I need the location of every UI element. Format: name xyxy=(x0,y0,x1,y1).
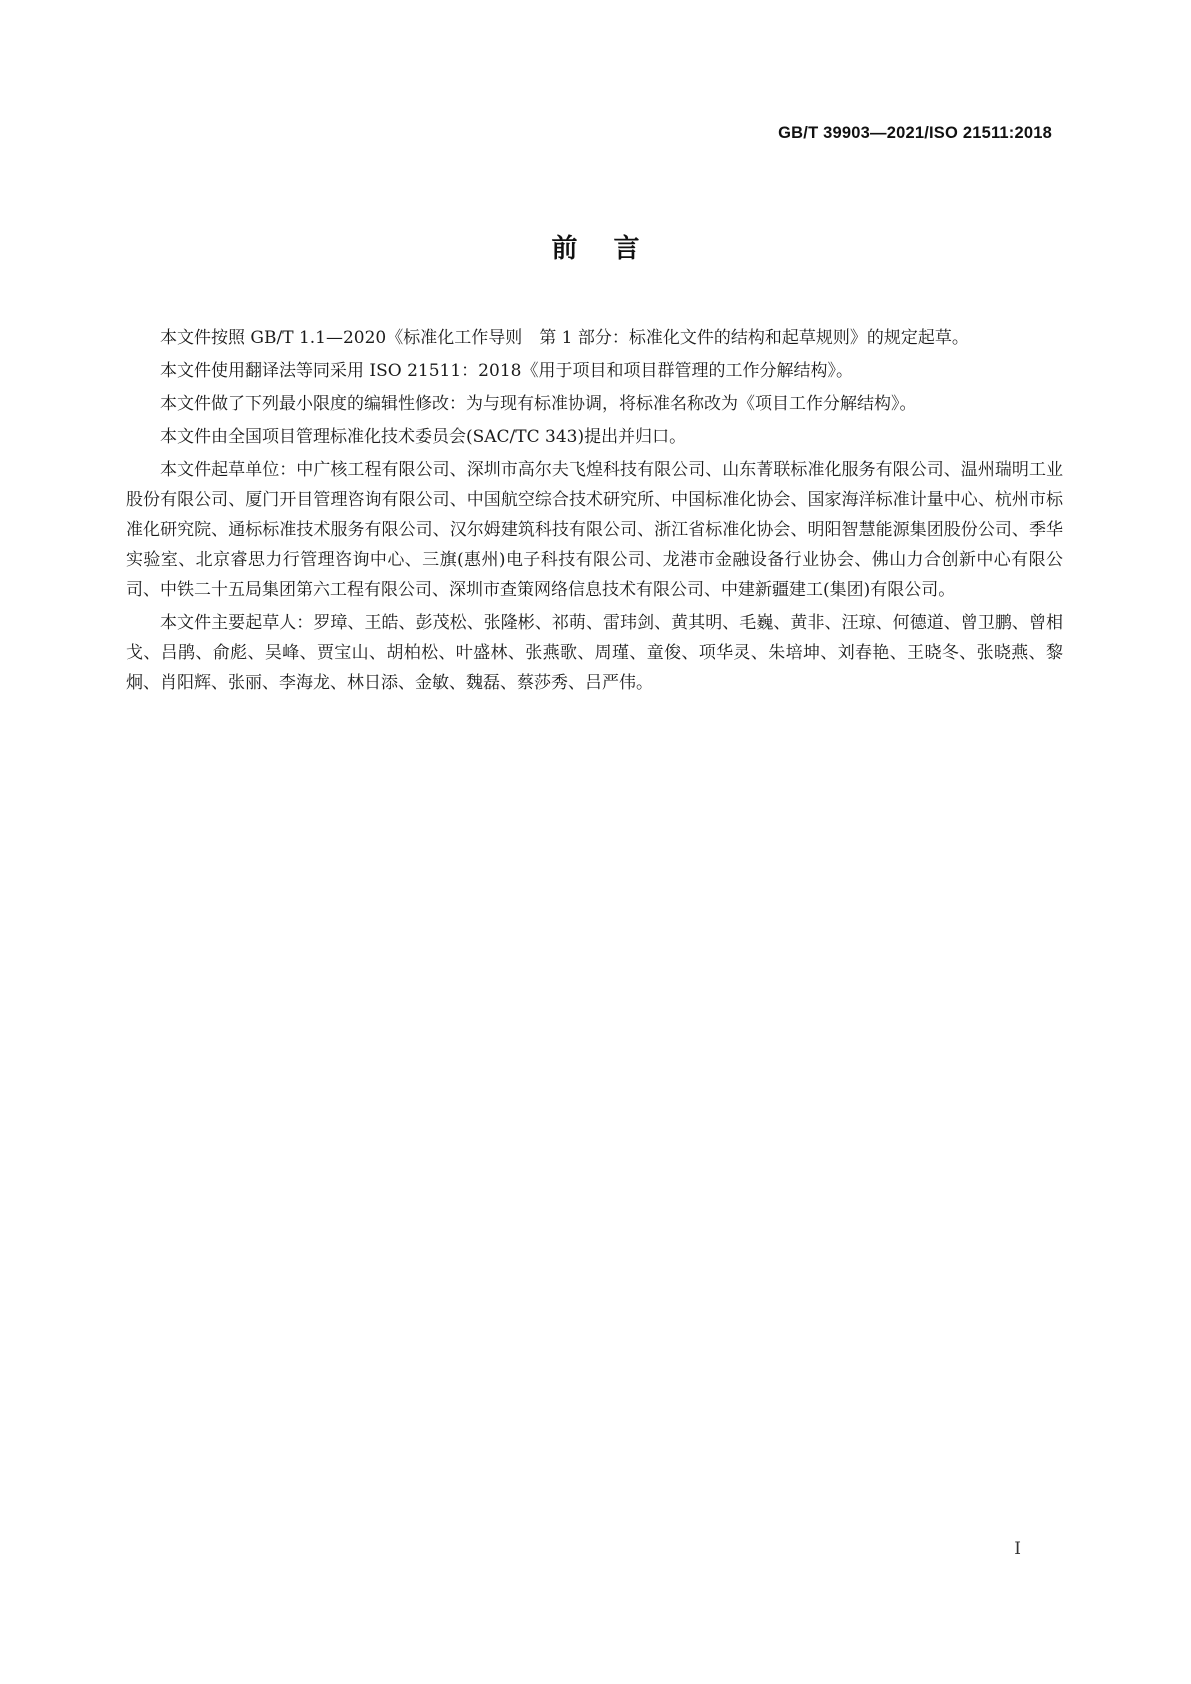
paragraph-adoption: 本文件使用翻译法等同采用 ISO 21511：2018《用于项目和项目群管理的工作分解结构》。 xyxy=(160,361,853,381)
page-number: I xyxy=(1014,1539,1021,1559)
paragraph-drafting-rules: 本文件按照 GB/T 1.1—2020《标准化工作导则 第 1 部分：标准化文件的结构和起草规则》的规定起草。 xyxy=(160,328,969,348)
page-title: 前言 xyxy=(551,234,676,264)
paragraph-drafting-units: 本文件起草单位：中广核工程有限公司、深圳市高尔夫飞煌科技有限公司、山东菁联标准化服务有限公司、温州瑞明工业股份有限公司、厦门开目管理咨询有限公司、中国航空综合技术研究所、中国标准化协会、国家海洋标准计量中心、杭州市标准化研究院、通标标准技术服务有限公司、汉尔姆建筑科技有限公司、浙江省标准化协会、明阳智慧能源集团股份公司、季华实验室、北京睿思力行管理咨询中心、三旗(惠州)电子科技有限公司、龙港市金融设备行业协会、佛山力合创新中心有限公司、中铁二十五局集团第六工程有限公司、深圳市查策网络信息技术有限公司、中建新疆建工(集团)有限公司。 xyxy=(126,460,1063,600)
paragraph-editorial-changes: 本文件做了下列最小限度的编辑性修改：为与现有标准协调，将标准名称改为《项目工作分解结构》。 xyxy=(160,394,917,414)
standard-number: GB/T 39903—2021/ISO 21511:2018 xyxy=(778,124,1052,142)
paragraph-proposer: 本文件由全国项目管理标准化技术委员会(SAC/TC 343)提出并归口。 xyxy=(160,427,687,447)
foreword-body xyxy=(126,323,1063,701)
paragraph-drafters: 本文件主要起草人：罗璋、王皓、彭茂松、张隆彬、祁萌、雷玮剑、黄其明、毛巍、黄非、汪琼、何德道、曾卫鹏、曾相戈、吕鹃、俞彪、吴峰、贾宝山、胡柏松、叶盛林、张燕歌、周瑾、童俊、项华灵、朱培坤、刘春艳、王晓冬、张晓燕、黎炯、肖阳辉、张丽、李海龙、林日添、金敏、魏磊、蔡莎秀、吕严伟。 xyxy=(126,613,1063,693)
